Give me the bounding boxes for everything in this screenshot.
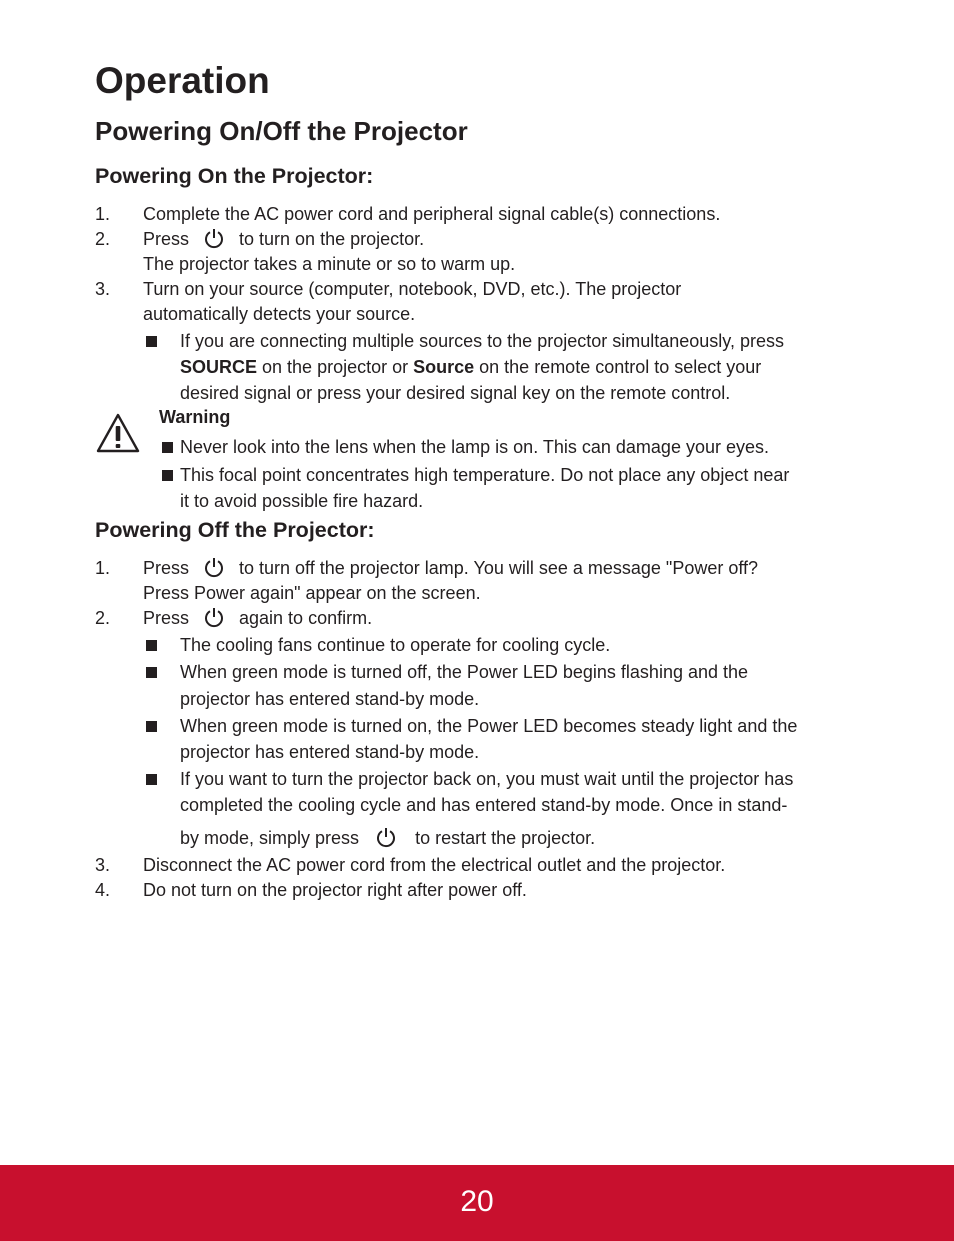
step-number: 2.	[95, 229, 111, 249]
page-title: Operation	[95, 60, 270, 101]
warning-text-line: it to avoid possible fire hazard.	[180, 491, 424, 511]
step-text: Disconnect the AC power cord from the electrical outlet and the projector.	[143, 855, 726, 875]
section-title: Powering On/Off the Projector	[95, 116, 468, 146]
power-on-heading: Powering On the Projector:	[95, 164, 374, 188]
step-text	[143, 606, 372, 631]
bullet-text-line	[180, 355, 761, 380]
step-text-after: to turn on the projector.	[239, 229, 425, 249]
bullet-text: If you are connecting multiple sources to the projector simultaneously, press	[180, 331, 784, 351]
power-icon	[203, 227, 225, 249]
bullet-text: If you want to turn the projector back on, you must wait until the projector has	[180, 769, 794, 789]
step-text-after: to turn off the projector lamp. You will see a message "Power off?	[239, 558, 759, 578]
bullet-text-end: on the remote control to select your	[474, 357, 762, 377]
step-text	[143, 227, 424, 252]
power-icon	[203, 556, 225, 578]
square-bullet-icon	[162, 470, 173, 481]
warning-label: Warning	[159, 407, 231, 427]
step-text-line: automatically detects your source.	[143, 304, 416, 324]
bullet-text-before: by mode, simply press	[180, 828, 360, 848]
bullet-text: The cooling fans continue to operate for cooling cycle.	[180, 635, 611, 655]
bullet-text-line: projector has entered stand-by mode.	[180, 689, 480, 709]
page-number: 20	[460, 1185, 494, 1218]
square-bullet-icon	[146, 336, 157, 347]
power-off-heading: Powering Off the Projector:	[95, 518, 375, 542]
warning-text: Never look into the lens when the lamp is on. This can damage your eyes.	[180, 437, 769, 457]
press-text: Press	[143, 558, 190, 578]
step-number: 3.	[95, 279, 111, 299]
square-bullet-icon	[146, 667, 157, 678]
step-text: Complete the AC power cord and peripheral signal cable(s) connections.	[143, 204, 721, 224]
square-bullet-icon	[162, 442, 173, 453]
step-text-line: Press Power again" appear on the screen.	[143, 583, 481, 603]
power-icon	[203, 606, 225, 628]
bullet-text-line	[180, 826, 595, 851]
step-text: Turn on your source (computer, notebook, DVD, etc.). The projector	[143, 279, 682, 299]
square-bullet-icon	[146, 640, 157, 651]
step-text-after: again to confirm.	[239, 608, 373, 628]
bullet-text-line: completed the cooling cycle and has entered stand-by mode. Once in stand-	[180, 795, 788, 815]
warning-text: This focal point concentrates high temperature. Do not place any object near	[180, 465, 790, 485]
source-key-label: SOURCE	[180, 357, 258, 377]
step-text-line: The projector takes a minute or so to warm up.	[143, 254, 516, 274]
step-text	[143, 556, 758, 581]
step-number: 3.	[95, 855, 111, 875]
step-text: Do not turn on the projector right after power off.	[143, 880, 527, 900]
warning-triangle-icon	[96, 413, 140, 453]
step-number: 1.	[95, 204, 111, 224]
press-text: Press	[143, 608, 190, 628]
bullet-text-line: projector has entered stand-by mode.	[180, 742, 480, 762]
power-icon	[375, 826, 397, 848]
source-remote-label: Source	[413, 357, 475, 377]
bullet-text-mid: on the projector or	[257, 357, 414, 377]
bullet-text: When green mode is turned on, the Power LED becomes steady light and the	[180, 716, 798, 736]
step-number: 4.	[95, 880, 111, 900]
square-bullet-icon	[146, 721, 157, 732]
bullet-text-line: desired signal or press your desired signal key on the remote control.	[180, 383, 731, 403]
press-text: Press	[143, 229, 190, 249]
square-bullet-icon	[146, 774, 157, 785]
step-number: 2.	[95, 608, 111, 628]
step-number: 1.	[95, 558, 111, 578]
bullet-text: When green mode is turned off, the Power LED begins flashing and the	[180, 662, 749, 682]
bullet-text-after: to restart the projector.	[415, 828, 596, 848]
